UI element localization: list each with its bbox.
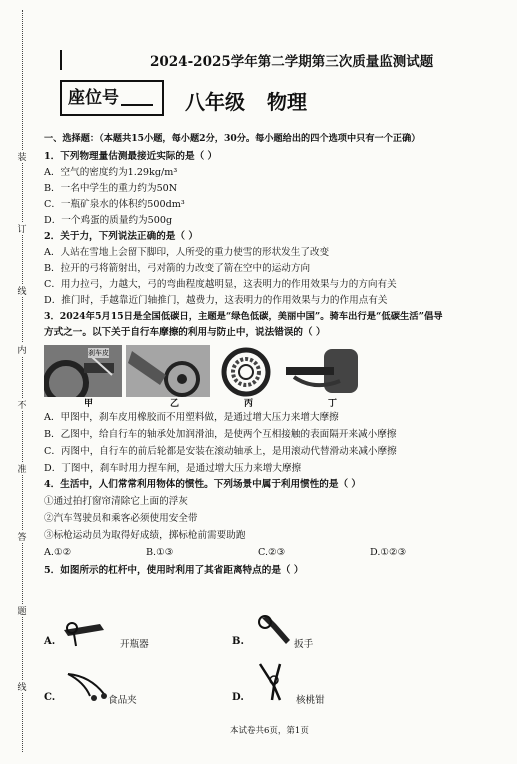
margin-char: 线 xyxy=(12,284,32,297)
binding-margin-line xyxy=(22,10,23,752)
q3-option-a: A．甲图中，刹车皮用橡胶而不用塑料做，是通过增大压力来增大摩擦 xyxy=(44,412,339,423)
q2-stem: 2．关于力，下列说法正确的是（ ） xyxy=(44,231,198,242)
q1-option-d: D．一个鸡蛋的质量约为500g xyxy=(44,215,173,226)
grade-label: 八年级 xyxy=(185,90,245,114)
q2-option-b: B．拉开的弓将箭射出，弓对箭的力改变了箭在空中的运动方向 xyxy=(44,263,311,274)
q3-option-c: C．丙图中，自行车的前后轮都是安装在滚动轴承上，是用滚动代替滑动来减小摩擦 xyxy=(44,446,397,457)
q4-scenario-1: ①通过拍打窗帘清除它上面的浮灰 xyxy=(44,496,188,507)
q3-stem-line1: 3．2024年5月15日是全国低碳日，主题是“绿色低碳，美丽中国”。骑车出行是“低碳生活”倡导 xyxy=(44,311,443,322)
photo-bearing-oil xyxy=(126,345,210,397)
subject-label: 物理 xyxy=(267,90,307,114)
margin-char: 题 xyxy=(12,604,32,617)
photo-brake-lever xyxy=(284,345,362,397)
seat-number-box xyxy=(60,80,164,116)
q5-option-c-letter: C. xyxy=(44,692,56,703)
q3-option-d: D．丁图中，刹车时用力捏车闸，是通过增大压力来增大摩擦 xyxy=(44,463,302,474)
q5-option-a-letter: A. xyxy=(44,636,56,647)
photo-brake-pad xyxy=(44,345,122,397)
caption-ding: 丁 xyxy=(328,399,338,409)
exam-title: 2024-2025学年第二学期第三次质量监测试题 xyxy=(150,54,434,70)
seat-label: 座位号 xyxy=(68,88,119,108)
caption-bing: 丙 xyxy=(244,399,254,409)
section-heading: 一、选择题：（本题共15小题，每小题2分，30分。每小题给出的四个选项中只有一个正确） xyxy=(44,133,421,144)
brake-pad-label: 刹车皮 xyxy=(88,349,109,357)
nutcracker-icon xyxy=(250,660,294,704)
q4-option-c: C.②③ xyxy=(258,547,286,558)
q4-stem: 4．生活中，人们常常利用物体的惯性。下列场景中属于利用惯性的是（ ） xyxy=(44,479,362,490)
q4-scenario-3: ③标枪运动员为取得好成绩，掷标枪前需要助跑 xyxy=(44,530,246,541)
q2-option-a: A．人站在雪地上会留下脚印，人所受的重力使雪的形状发生了改变 xyxy=(44,247,330,258)
wrench-icon xyxy=(256,614,296,650)
caption-yi: 乙 xyxy=(170,399,180,409)
q3-option-b: B．乙图中，给自行车的轴承处加润滑油，是使两个互相接触的表面隔开来减小摩擦 xyxy=(44,429,397,440)
q2-option-c: C．用力拉弓，力越大，弓的弯曲程度越明显，这表明力的作用效果与力的方向有关 xyxy=(44,279,397,290)
q1-option-b: B．一名中学生的重力约为50N xyxy=(44,183,178,194)
q5-option-b-name: 扳手 xyxy=(294,639,314,650)
header-mark xyxy=(60,50,62,70)
q5-option-a-name: 开瓶器 xyxy=(120,639,149,650)
margin-char: 准 xyxy=(12,462,32,475)
q5-option-c-name: 食品夹 xyxy=(108,695,137,706)
q5-stem: 5．如图所示的杠杆中，使用时利用了其省距离特点的是（ ） xyxy=(44,565,304,576)
margin-char: 不 xyxy=(12,398,32,411)
q4-option-b: B.①③ xyxy=(146,547,174,558)
q3-stem-line2: 方式之一。以下关于自行车摩擦的利用与防止中，说法错误的（ ） xyxy=(44,327,326,338)
grade-subject xyxy=(185,86,307,115)
q1-stem: 1．下列物理量估测最接近实际的是（ ） xyxy=(44,151,218,162)
photo-ball-bearing xyxy=(216,345,280,397)
margin-char: 内 xyxy=(12,343,32,356)
seat-blank[interactable] xyxy=(121,82,153,106)
margin-char: 装 xyxy=(12,150,32,163)
margin-char: 线 xyxy=(12,680,32,693)
q4-option-a: A.①② xyxy=(44,547,72,558)
q1-option-c: C．一瓶矿泉水的体积约500dm³ xyxy=(44,199,185,210)
bottle-opener-icon xyxy=(60,614,114,650)
food-tongs-icon xyxy=(64,668,112,704)
margin-char: 答 xyxy=(12,530,32,543)
q2-option-d: D．推门时，手越靠近门轴推门，越费力，这表明力的作用效果与力的作用点有关 xyxy=(44,295,388,306)
q5-option-d-letter: D. xyxy=(232,692,244,703)
q4-scenario-2: ②汽车驾驶员和乘客必须使用安全带 xyxy=(44,513,198,524)
q5-option-b-letter: B. xyxy=(232,636,244,647)
margin-char: 订 xyxy=(12,222,32,235)
q5-option-d-name: 核桃钳 xyxy=(296,695,325,706)
page-footer: 本试卷共6页，第1页 xyxy=(230,726,309,736)
q1-option-a: A．空气的密度约为1.29kg/m³ xyxy=(44,167,178,178)
caption-jia: 甲 xyxy=(84,399,94,409)
q4-option-d: D.①②③ xyxy=(370,547,407,558)
